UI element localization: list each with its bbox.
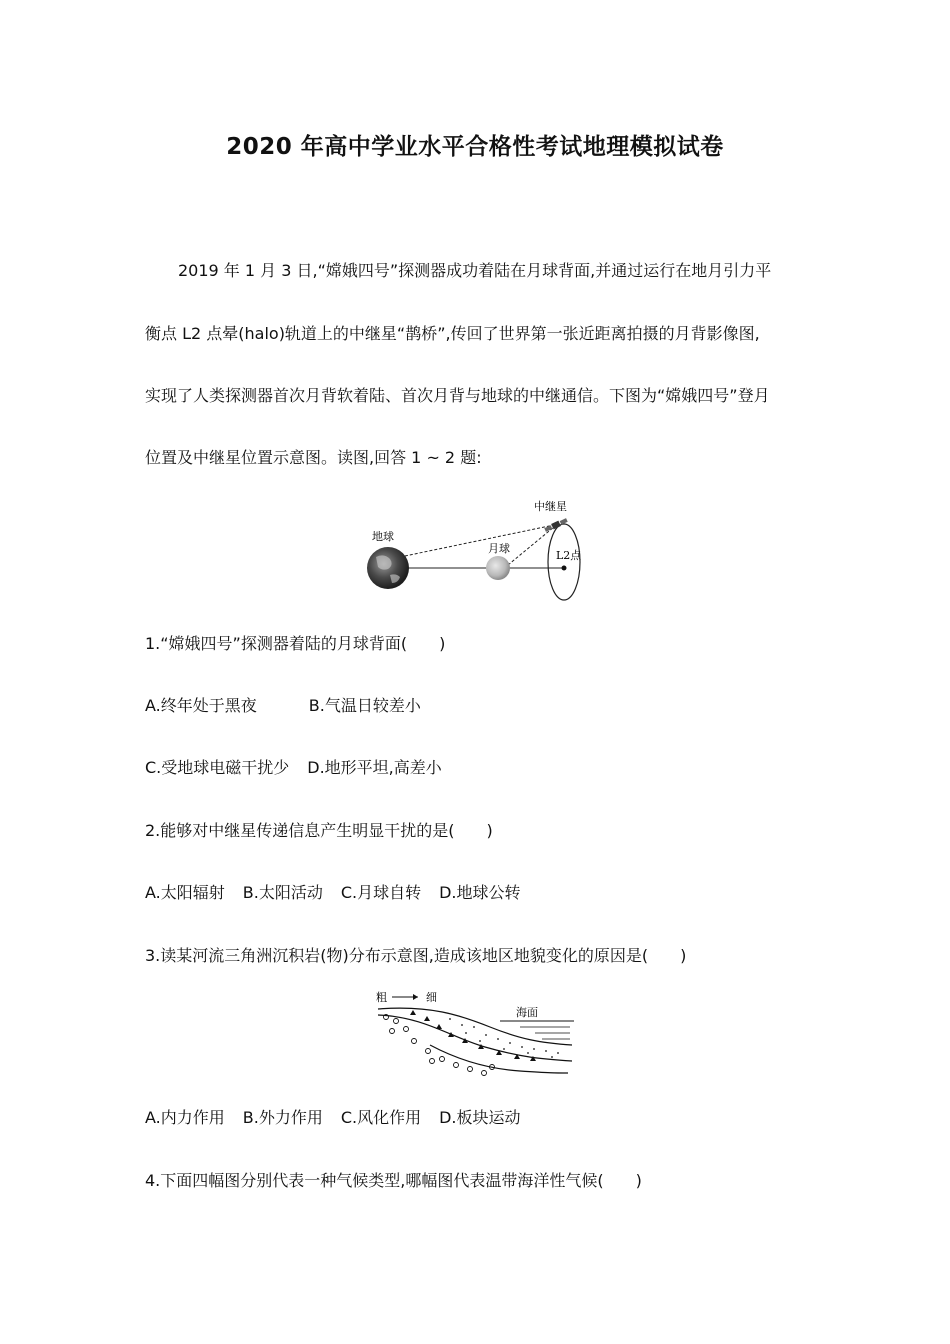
q4-stem: 4.下面四幅图分别代表一种气候类型,哪幅图代表温带海洋性气候( ) bbox=[145, 1171, 642, 1190]
q2-option-d[interactable]: D.地球公转 bbox=[439, 883, 521, 902]
q1-option-b[interactable]: B.气温日较差小 bbox=[308, 696, 421, 715]
intro-line-1: 2019 年 1 月 3 日,“嫦娥四号”探测器成功着陆在月球背面,并通过运行在地月引力平 bbox=[178, 261, 772, 280]
q1-option-d[interactable]: D.地形平坦,高差小 bbox=[307, 758, 442, 777]
q3-stem: 3.读某河流三角洲沉积岩(物)分布示意图,造成该地区地貌变化的原因是( ) bbox=[145, 946, 687, 965]
earth-label: 地球 bbox=[372, 530, 394, 543]
q2-option-a[interactable]: A.太阳辐射 bbox=[145, 883, 225, 902]
intro-line-4: 位置及中继星位置示意图。读图,回答 1 ~ 2 题: bbox=[145, 448, 482, 467]
sea-level-label: 海面 bbox=[516, 1006, 538, 1019]
q1-options-row1 bbox=[145, 695, 421, 717]
q1-option-c[interactable]: C.受地球电磁干扰少 bbox=[145, 758, 290, 777]
q3-option-a[interactable]: A.内力作用 bbox=[145, 1108, 225, 1127]
q2-option-c[interactable]: C.月球自转 bbox=[340, 883, 422, 902]
l2-point bbox=[562, 566, 567, 571]
coarse-label: 粗 bbox=[376, 991, 387, 1004]
fine-label: 细 bbox=[426, 991, 437, 1004]
relay-satellite-label: 中继星 bbox=[534, 500, 567, 513]
relay-satellite-icon bbox=[544, 517, 568, 533]
delta-sediment-diagram bbox=[370, 985, 580, 1085]
moon-label: 月球 bbox=[488, 542, 510, 555]
q3-options bbox=[145, 1107, 521, 1129]
q3-option-d[interactable]: D.板块运动 bbox=[439, 1108, 521, 1127]
relay-link-earth bbox=[400, 525, 554, 557]
q3-option-c[interactable]: C.风化作用 bbox=[340, 1108, 422, 1127]
q1-options-row2 bbox=[145, 757, 442, 779]
l2-label: L2点 bbox=[556, 549, 582, 562]
moon-sphere bbox=[486, 556, 510, 580]
q3-option-b[interactable]: B.外力作用 bbox=[242, 1108, 323, 1127]
intro-line-2: 衡点 L2 点晕(halo)轨道上的中继星“鹊桥”,传回了世界第一张近距离拍摄的月背影像图, bbox=[145, 324, 760, 343]
q1-stem: 1.“嫦娥四号”探测器着陆的月球背面( ) bbox=[145, 634, 446, 653]
halo-orbit bbox=[548, 524, 580, 600]
q1-option-a[interactable]: A.终年处于黑夜 bbox=[145, 696, 257, 715]
page-title: 2020 年高中学业水平合格性考试地理模拟试卷 bbox=[226, 134, 724, 160]
q2-option-b[interactable]: B.太阳活动 bbox=[242, 883, 323, 902]
q2-stem: 2.能够对中继星传递信息产生明显干扰的是( ) bbox=[145, 821, 493, 840]
intro-line-3: 实现了人类探测器首次月背软着陆、首次月背与地球的中继通信。下图为“嫦娥四号”登月 bbox=[145, 386, 770, 405]
earth-moon-l2-diagram bbox=[360, 495, 590, 605]
q2-options bbox=[145, 882, 521, 904]
